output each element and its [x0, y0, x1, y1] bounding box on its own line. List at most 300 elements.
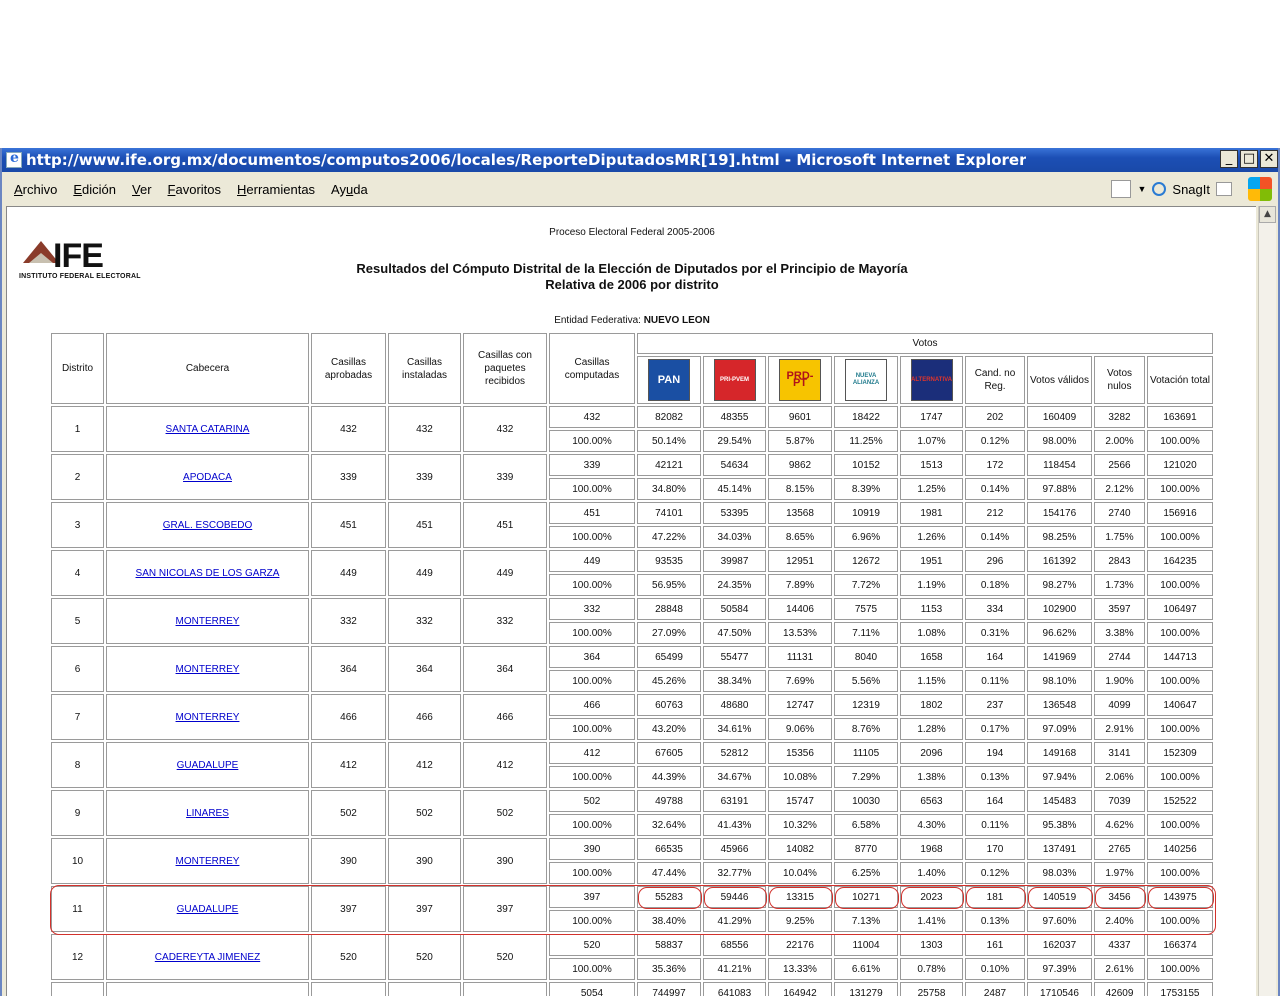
distrito-cell: 4: [51, 550, 104, 596]
vote-percent-cell: 97.88%: [1027, 478, 1092, 500]
vote-percent-cell: 1.26%: [900, 526, 963, 548]
instaladas-cell: 397: [388, 886, 461, 932]
vote-percent-cell: 98.27%: [1027, 574, 1092, 596]
vote-value-cell: 1153: [900, 598, 963, 620]
vote-percent-cell: 1.41%: [900, 910, 963, 932]
vote-value-cell: 136548: [1027, 694, 1092, 716]
paquetes-cell: 520: [463, 934, 547, 980]
aprobadas-cell: 451: [311, 502, 386, 548]
vote-percent-cell: 1.38%: [900, 766, 963, 788]
vote-value-cell: 143975: [1147, 886, 1213, 908]
vote-percent-cell: 96.62%: [1027, 622, 1092, 644]
distrito-cell: 5: [51, 598, 104, 644]
aprobadas-cell: 332: [311, 598, 386, 644]
instaladas-cell: 451: [388, 502, 461, 548]
vote-value-cell: 451: [549, 502, 635, 524]
vote-percent-cell: 1.40%: [900, 862, 963, 884]
party-logo-icon: ALTERNATIVA: [911, 359, 953, 401]
ie-icon: [6, 152, 22, 168]
vote-value-cell: 1303: [900, 934, 963, 956]
pdf-convert-icon[interactable]: [1111, 180, 1131, 198]
header-votos-validos: Votos válidos: [1027, 356, 1092, 404]
aprobadas-cell: 466: [311, 694, 386, 740]
instaladas-cell: 339: [388, 454, 461, 500]
vote-percent-cell: 2.91%: [1094, 718, 1145, 740]
snagit-capture-icon[interactable]: [1216, 182, 1232, 196]
party-logo-header: [703, 356, 766, 404]
vote-value-cell: 161: [965, 934, 1025, 956]
vote-percent-cell: 1.15%: [900, 670, 963, 692]
vote-value-cell: 432: [549, 406, 635, 428]
vote-percent-cell: 2.40%: [1094, 910, 1145, 932]
instaladas-cell: 364: [388, 646, 461, 692]
vote-percent-cell: 100.00%: [1147, 478, 1213, 500]
maximize-button[interactable]: □: [1240, 150, 1258, 168]
vote-value-cell: 152309: [1147, 742, 1213, 764]
vote-value-cell: 12747: [768, 694, 832, 716]
vote-percent-cell: 4.62%: [1094, 814, 1145, 836]
menu-favoritos[interactable]: Favoritos: [167, 181, 222, 197]
aprobadas-cell: 364: [311, 646, 386, 692]
vote-value-cell: 172: [965, 454, 1025, 476]
logo-text: IFE: [53, 237, 103, 275]
cabecera-link[interactable]: GUADALUPE: [176, 903, 239, 915]
menu-archivo[interactable]: Archivo: [14, 181, 58, 197]
paquetes-cell: 432: [463, 406, 547, 452]
vote-value-cell: 66535: [637, 838, 701, 860]
vote-value-cell: 412: [549, 742, 635, 764]
vote-value-cell: 63191: [703, 790, 766, 812]
vote-value-cell: 237: [965, 694, 1025, 716]
vote-percent-cell: 10.08%: [768, 766, 832, 788]
vote-percent-cell: 97.60%: [1027, 910, 1092, 932]
paquetes-cell: 449: [463, 550, 547, 596]
cabecera-link[interactable]: SAN NICOLAS DE LOS GARZA: [135, 567, 280, 579]
vote-value-cell: 7039: [1094, 790, 1145, 812]
vote-value-cell: 22176: [768, 934, 832, 956]
vote-percent-cell: 2.61%: [1094, 958, 1145, 980]
vote-value-cell: 3456: [1094, 886, 1145, 908]
total-value-cell: 25758: [900, 982, 963, 996]
vote-value-cell: 106497: [1147, 598, 1213, 620]
vote-percent-cell: 6.58%: [834, 814, 898, 836]
cabecera-link[interactable]: SANTA CATARINA: [165, 423, 250, 435]
vote-percent-cell: 100.00%: [1147, 862, 1213, 884]
vote-percent-cell: 0.14%: [965, 478, 1025, 500]
vote-percent-cell: 24.35%: [703, 574, 766, 596]
cabecera-link[interactable]: LINARES: [186, 807, 229, 819]
vote-percent-cell: 100.00%: [1147, 622, 1213, 644]
vote-percent-cell: 97.09%: [1027, 718, 1092, 740]
vote-value-cell: 67605: [637, 742, 701, 764]
header-distrito: Distrito: [51, 333, 104, 404]
vote-percent-cell: 38.40%: [637, 910, 701, 932]
vote-percent-cell: 32.64%: [637, 814, 701, 836]
header-instaladas: Casillas instaladas: [388, 333, 461, 404]
vote-value-cell: 14082: [768, 838, 832, 860]
table-row: [51, 838, 1213, 860]
total-value-cell: 131279: [834, 982, 898, 996]
paquetes-cell: 502: [463, 790, 547, 836]
paquetes-cell: 332: [463, 598, 547, 644]
windows-logo-icon: [1248, 177, 1272, 201]
menu-herramientas[interactable]: Herramientas: [237, 181, 316, 197]
header-votos: Votos: [637, 333, 1213, 354]
aprobadas-cell: 449: [311, 550, 386, 596]
vote-percent-cell: 10.32%: [768, 814, 832, 836]
aprobadas-cell: 390: [311, 838, 386, 884]
distrito-cell: 3: [51, 502, 104, 548]
vote-percent-cell: 13.33%: [768, 958, 832, 980]
vote-percent-cell: 0.13%: [965, 910, 1025, 932]
vote-value-cell: 156916: [1147, 502, 1213, 524]
vote-percent-cell: 29.54%: [703, 430, 766, 452]
cabecera-cell: [106, 934, 309, 980]
header-aprobadas: Casillas aprobadas: [311, 333, 386, 404]
vote-value-cell: 334: [965, 598, 1025, 620]
process-label: Proceso Electoral Federal 2005-2006: [549, 227, 715, 238]
cabecera-cell: [106, 550, 309, 596]
vote-value-cell: 11131: [768, 646, 832, 668]
cabecera-link[interactable]: MONTERREY: [175, 855, 240, 867]
vote-value-cell: 2096: [900, 742, 963, 764]
vote-value-cell: 53395: [703, 502, 766, 524]
vote-percent-cell: 100.00%: [549, 574, 635, 596]
aprobadas-cell: 412: [311, 742, 386, 788]
instaladas-cell: 390: [388, 838, 461, 884]
vote-percent-cell: 1.28%: [900, 718, 963, 740]
vote-percent-cell: 98.25%: [1027, 526, 1092, 548]
vote-percent-cell: 6.25%: [834, 862, 898, 884]
vote-value-cell: 2843: [1094, 550, 1145, 572]
table-row: [51, 886, 1213, 908]
vote-percent-cell: 32.77%: [703, 862, 766, 884]
paquetes-cell: 412: [463, 742, 547, 788]
vote-percent-cell: 7.29%: [834, 766, 898, 788]
party-logo-header: [637, 356, 701, 404]
vote-value-cell: 502: [549, 790, 635, 812]
vote-percent-cell: 100.00%: [1147, 910, 1213, 932]
party-logo-header: [768, 356, 832, 404]
vote-value-cell: 520: [549, 934, 635, 956]
menu-edicion[interactable]: Edición: [73, 181, 116, 197]
vote-percent-cell: 45.26%: [637, 670, 701, 692]
header-votos-nulos: Votos nulos: [1094, 356, 1145, 404]
vote-percent-cell: 100.00%: [549, 670, 635, 692]
vote-percent-cell: 10.04%: [768, 862, 832, 884]
vote-percent-cell: 100.00%: [549, 478, 635, 500]
vote-value-cell: 332: [549, 598, 635, 620]
vote-percent-cell: 1.75%: [1094, 526, 1145, 548]
menu-ayuda[interactable]: Ayuda: [331, 181, 368, 197]
menu-ver[interactable]: Ver: [132, 181, 152, 197]
vote-percent-cell: 1.08%: [900, 622, 963, 644]
table-row: [51, 742, 1213, 764]
total-value-cell: 164942: [768, 982, 832, 996]
vote-percent-cell: 8.39%: [834, 478, 898, 500]
vote-percent-cell: 5.56%: [834, 670, 898, 692]
vote-percent-cell: 34.61%: [703, 718, 766, 740]
snagit-button[interactable]: SnagIt: [1172, 181, 1210, 197]
vote-percent-cell: 8.76%: [834, 718, 898, 740]
vote-value-cell: 137491: [1027, 838, 1092, 860]
vote-percent-cell: 47.22%: [637, 526, 701, 548]
vote-percent-cell: 34.80%: [637, 478, 701, 500]
vote-value-cell: 9862: [768, 454, 832, 476]
vote-value-cell: 4099: [1094, 694, 1145, 716]
vote-value-cell: 15747: [768, 790, 832, 812]
vote-percent-cell: 38.34%: [703, 670, 766, 692]
vote-value-cell: 2023: [900, 886, 963, 908]
vote-value-cell: 140647: [1147, 694, 1213, 716]
party-logo-icon: PRI-PVEM: [714, 359, 756, 401]
cabecera-link[interactable]: GRAL. ESCOBEDO: [162, 519, 253, 531]
vote-percent-cell: 97.94%: [1027, 766, 1092, 788]
vote-percent-cell: 41.43%: [703, 814, 766, 836]
cabecera-link[interactable]: CADEREYTA JIMENEZ: [154, 951, 261, 963]
vote-percent-cell: 7.13%: [834, 910, 898, 932]
vote-value-cell: 59446: [703, 886, 766, 908]
vote-value-cell: 466: [549, 694, 635, 716]
vote-percent-cell: 2.12%: [1094, 478, 1145, 500]
cabecera-cell: [106, 790, 309, 836]
total-empty-cell: [463, 982, 547, 996]
table-row: [51, 790, 1213, 812]
vote-percent-cell: 6.61%: [834, 958, 898, 980]
vote-value-cell: 48680: [703, 694, 766, 716]
party-logo-icon: PRD-PT: [779, 359, 821, 401]
vote-percent-cell: 0.31%: [965, 622, 1025, 644]
vote-value-cell: 3282: [1094, 406, 1145, 428]
vote-value-cell: 164: [965, 646, 1025, 668]
vote-value-cell: 154176: [1027, 502, 1092, 524]
vote-percent-cell: 100.00%: [549, 766, 635, 788]
vote-value-cell: 93535: [637, 550, 701, 572]
vote-percent-cell: 0.10%: [965, 958, 1025, 980]
vote-value-cell: 8040: [834, 646, 898, 668]
vote-percent-cell: 0.12%: [965, 430, 1025, 452]
instaladas-cell: 432: [388, 406, 461, 452]
vote-percent-cell: 9.25%: [768, 910, 832, 932]
scroll-up-arrow-icon[interactable]: ▲: [1259, 206, 1276, 223]
table-row: [51, 502, 1213, 524]
cabecera-link[interactable]: MONTERREY: [175, 711, 240, 723]
vote-percent-cell: 13.53%: [768, 622, 832, 644]
title-bar[interactable]: [2, 148, 1278, 172]
vote-value-cell: 10271: [834, 886, 898, 908]
vote-value-cell: 390: [549, 838, 635, 860]
vertical-scrollbar[interactable]: [1258, 206, 1276, 996]
minimize-button[interactable]: _: [1220, 150, 1238, 168]
vote-percent-cell: 0.14%: [965, 526, 1025, 548]
vote-percent-cell: 1.19%: [900, 574, 963, 596]
table-row: [51, 406, 1213, 428]
vote-percent-cell: 100.00%: [1147, 958, 1213, 980]
cabecera-cell: [106, 454, 309, 500]
paquetes-cell: 339: [463, 454, 547, 500]
distrito-cell: 7: [51, 694, 104, 740]
vote-value-cell: 10919: [834, 502, 898, 524]
vote-value-cell: 58837: [637, 934, 701, 956]
menu-bar: [2, 176, 1278, 202]
vote-percent-cell: 1.90%: [1094, 670, 1145, 692]
total-value-cell: 1710546: [1027, 982, 1092, 996]
vote-value-cell: 1981: [900, 502, 963, 524]
vote-value-cell: 397: [549, 886, 635, 908]
vote-value-cell: 55477: [703, 646, 766, 668]
vote-percent-cell: 7.11%: [834, 622, 898, 644]
distrito-cell: 10: [51, 838, 104, 884]
vote-value-cell: 10152: [834, 454, 898, 476]
vote-percent-cell: 100.00%: [549, 718, 635, 740]
vote-percent-cell: 0.17%: [965, 718, 1025, 740]
vote-value-cell: 163691: [1147, 406, 1213, 428]
vote-percent-cell: 100.00%: [549, 526, 635, 548]
snagit-icon[interactable]: [1152, 182, 1166, 196]
distrito-cell: 9: [51, 790, 104, 836]
cabecera-cell: [106, 598, 309, 644]
vote-percent-cell: 43.20%: [637, 718, 701, 740]
vote-percent-cell: 47.44%: [637, 862, 701, 884]
instaladas-cell: 449: [388, 550, 461, 596]
cabecera-cell: [106, 838, 309, 884]
cabecera-link[interactable]: APODACA: [183, 471, 232, 483]
vote-value-cell: 2744: [1094, 646, 1145, 668]
cabecera-cell: [106, 502, 309, 548]
page-content: [6, 206, 1256, 996]
total-value-cell: 2487: [965, 982, 1025, 996]
vote-percent-cell: 100.00%: [549, 814, 635, 836]
vote-percent-cell: 100.00%: [1147, 814, 1213, 836]
vote-percent-cell: 2.00%: [1094, 430, 1145, 452]
vote-percent-cell: 41.21%: [703, 958, 766, 980]
cabecera-link[interactable]: MONTERREY: [175, 615, 240, 627]
cabecera-cell: [106, 406, 309, 452]
vote-value-cell: 2765: [1094, 838, 1145, 860]
vote-value-cell: 145483: [1027, 790, 1092, 812]
vote-value-cell: 160409: [1027, 406, 1092, 428]
vote-percent-cell: 35.36%: [637, 958, 701, 980]
aprobadas-cell: 432: [311, 406, 386, 452]
paquetes-cell: 390: [463, 838, 547, 884]
total-empty-cell: [311, 982, 386, 996]
distrito-cell: 8: [51, 742, 104, 788]
distrito-cell: 12: [51, 934, 104, 980]
vote-percent-cell: 100.00%: [1147, 526, 1213, 548]
vote-value-cell: 68556: [703, 934, 766, 956]
vote-value-cell: 3141: [1094, 742, 1145, 764]
header-cand-no-reg: Cand. no Reg.: [965, 356, 1025, 404]
vote-percent-cell: 0.11%: [965, 670, 1025, 692]
vote-percent-cell: 97.39%: [1027, 958, 1092, 980]
party-logo-icon: PAN: [648, 359, 690, 401]
vote-value-cell: 3597: [1094, 598, 1145, 620]
distrito-cell: 1: [51, 406, 104, 452]
vote-percent-cell: 100.00%: [1147, 766, 1213, 788]
total-value-cell: 641083: [703, 982, 766, 996]
vote-value-cell: 212: [965, 502, 1025, 524]
vote-value-cell: 1802: [900, 694, 963, 716]
dropdown-arrow-icon[interactable]: ▼: [1137, 184, 1147, 194]
vote-percent-cell: 56.95%: [637, 574, 701, 596]
vote-value-cell: 144713: [1147, 646, 1213, 668]
vote-percent-cell: 6.96%: [834, 526, 898, 548]
vote-value-cell: 1747: [900, 406, 963, 428]
vote-value-cell: 170: [965, 838, 1025, 860]
vote-percent-cell: 8.15%: [768, 478, 832, 500]
vote-percent-cell: 0.11%: [965, 814, 1025, 836]
vote-value-cell: 140256: [1147, 838, 1213, 860]
vote-value-cell: 162037: [1027, 934, 1092, 956]
entidad-federativa: Entidad Federativa: NUEVO LEON: [554, 315, 710, 326]
instaladas-cell: 466: [388, 694, 461, 740]
vote-value-cell: 12951: [768, 550, 832, 572]
vote-value-cell: 296: [965, 550, 1025, 572]
cabecera-cell: [106, 646, 309, 692]
close-button[interactable]: ✕: [1260, 150, 1278, 168]
vote-value-cell: 166374: [1147, 934, 1213, 956]
vote-value-cell: 1968: [900, 838, 963, 860]
vote-value-cell: 74101: [637, 502, 701, 524]
vote-percent-cell: 100.00%: [1147, 430, 1213, 452]
aprobadas-cell: 502: [311, 790, 386, 836]
vote-value-cell: 45966: [703, 838, 766, 860]
vote-value-cell: 2740: [1094, 502, 1145, 524]
vote-value-cell: 364: [549, 646, 635, 668]
vote-percent-cell: 1.07%: [900, 430, 963, 452]
header-votacion-total: Votación total: [1147, 356, 1213, 404]
vote-value-cell: 8770: [834, 838, 898, 860]
vote-percent-cell: 0.78%: [900, 958, 963, 980]
vote-percent-cell: 34.03%: [703, 526, 766, 548]
paquetes-cell: 364: [463, 646, 547, 692]
cabecera-cell: [106, 742, 309, 788]
table-row: [51, 694, 1213, 716]
total-value-cell: 744997: [637, 982, 701, 996]
distrito-cell: 6: [51, 646, 104, 692]
vote-value-cell: 449: [549, 550, 635, 572]
vote-value-cell: 60763: [637, 694, 701, 716]
total-value-cell: 1753155: [1147, 982, 1213, 996]
vote-value-cell: 2566: [1094, 454, 1145, 476]
vote-value-cell: 118454: [1027, 454, 1092, 476]
vote-percent-cell: 98.03%: [1027, 862, 1092, 884]
vote-percent-cell: 27.09%: [637, 622, 701, 644]
vote-percent-cell: 11.25%: [834, 430, 898, 452]
vote-value-cell: 54634: [703, 454, 766, 476]
cabecera-link[interactable]: MONTERREY: [175, 663, 240, 675]
window-controls: [1220, 150, 1278, 168]
vote-percent-cell: 1.97%: [1094, 862, 1145, 884]
header-paquetes: Casillas con paquetes recibidos: [463, 333, 547, 404]
vote-value-cell: 1658: [900, 646, 963, 668]
vote-percent-cell: 0.12%: [965, 862, 1025, 884]
vote-percent-cell: 100.00%: [1147, 574, 1213, 596]
vote-value-cell: 55283: [637, 886, 701, 908]
total-empty-cell: [51, 982, 104, 996]
aprobadas-cell: 339: [311, 454, 386, 500]
vote-value-cell: 11004: [834, 934, 898, 956]
cabecera-cell: [106, 886, 309, 932]
cabecera-link[interactable]: GUADALUPE: [176, 759, 239, 771]
vote-value-cell: 11105: [834, 742, 898, 764]
distrito-cell: 11: [51, 886, 104, 932]
vote-value-cell: 152522: [1147, 790, 1213, 812]
logo-subtitle: INSTITUTO FEDERAL ELECTORAL: [19, 273, 141, 280]
header-computadas: Casillas computadas: [549, 333, 635, 404]
instaladas-cell: 412: [388, 742, 461, 788]
vote-percent-cell: 1.25%: [900, 478, 963, 500]
